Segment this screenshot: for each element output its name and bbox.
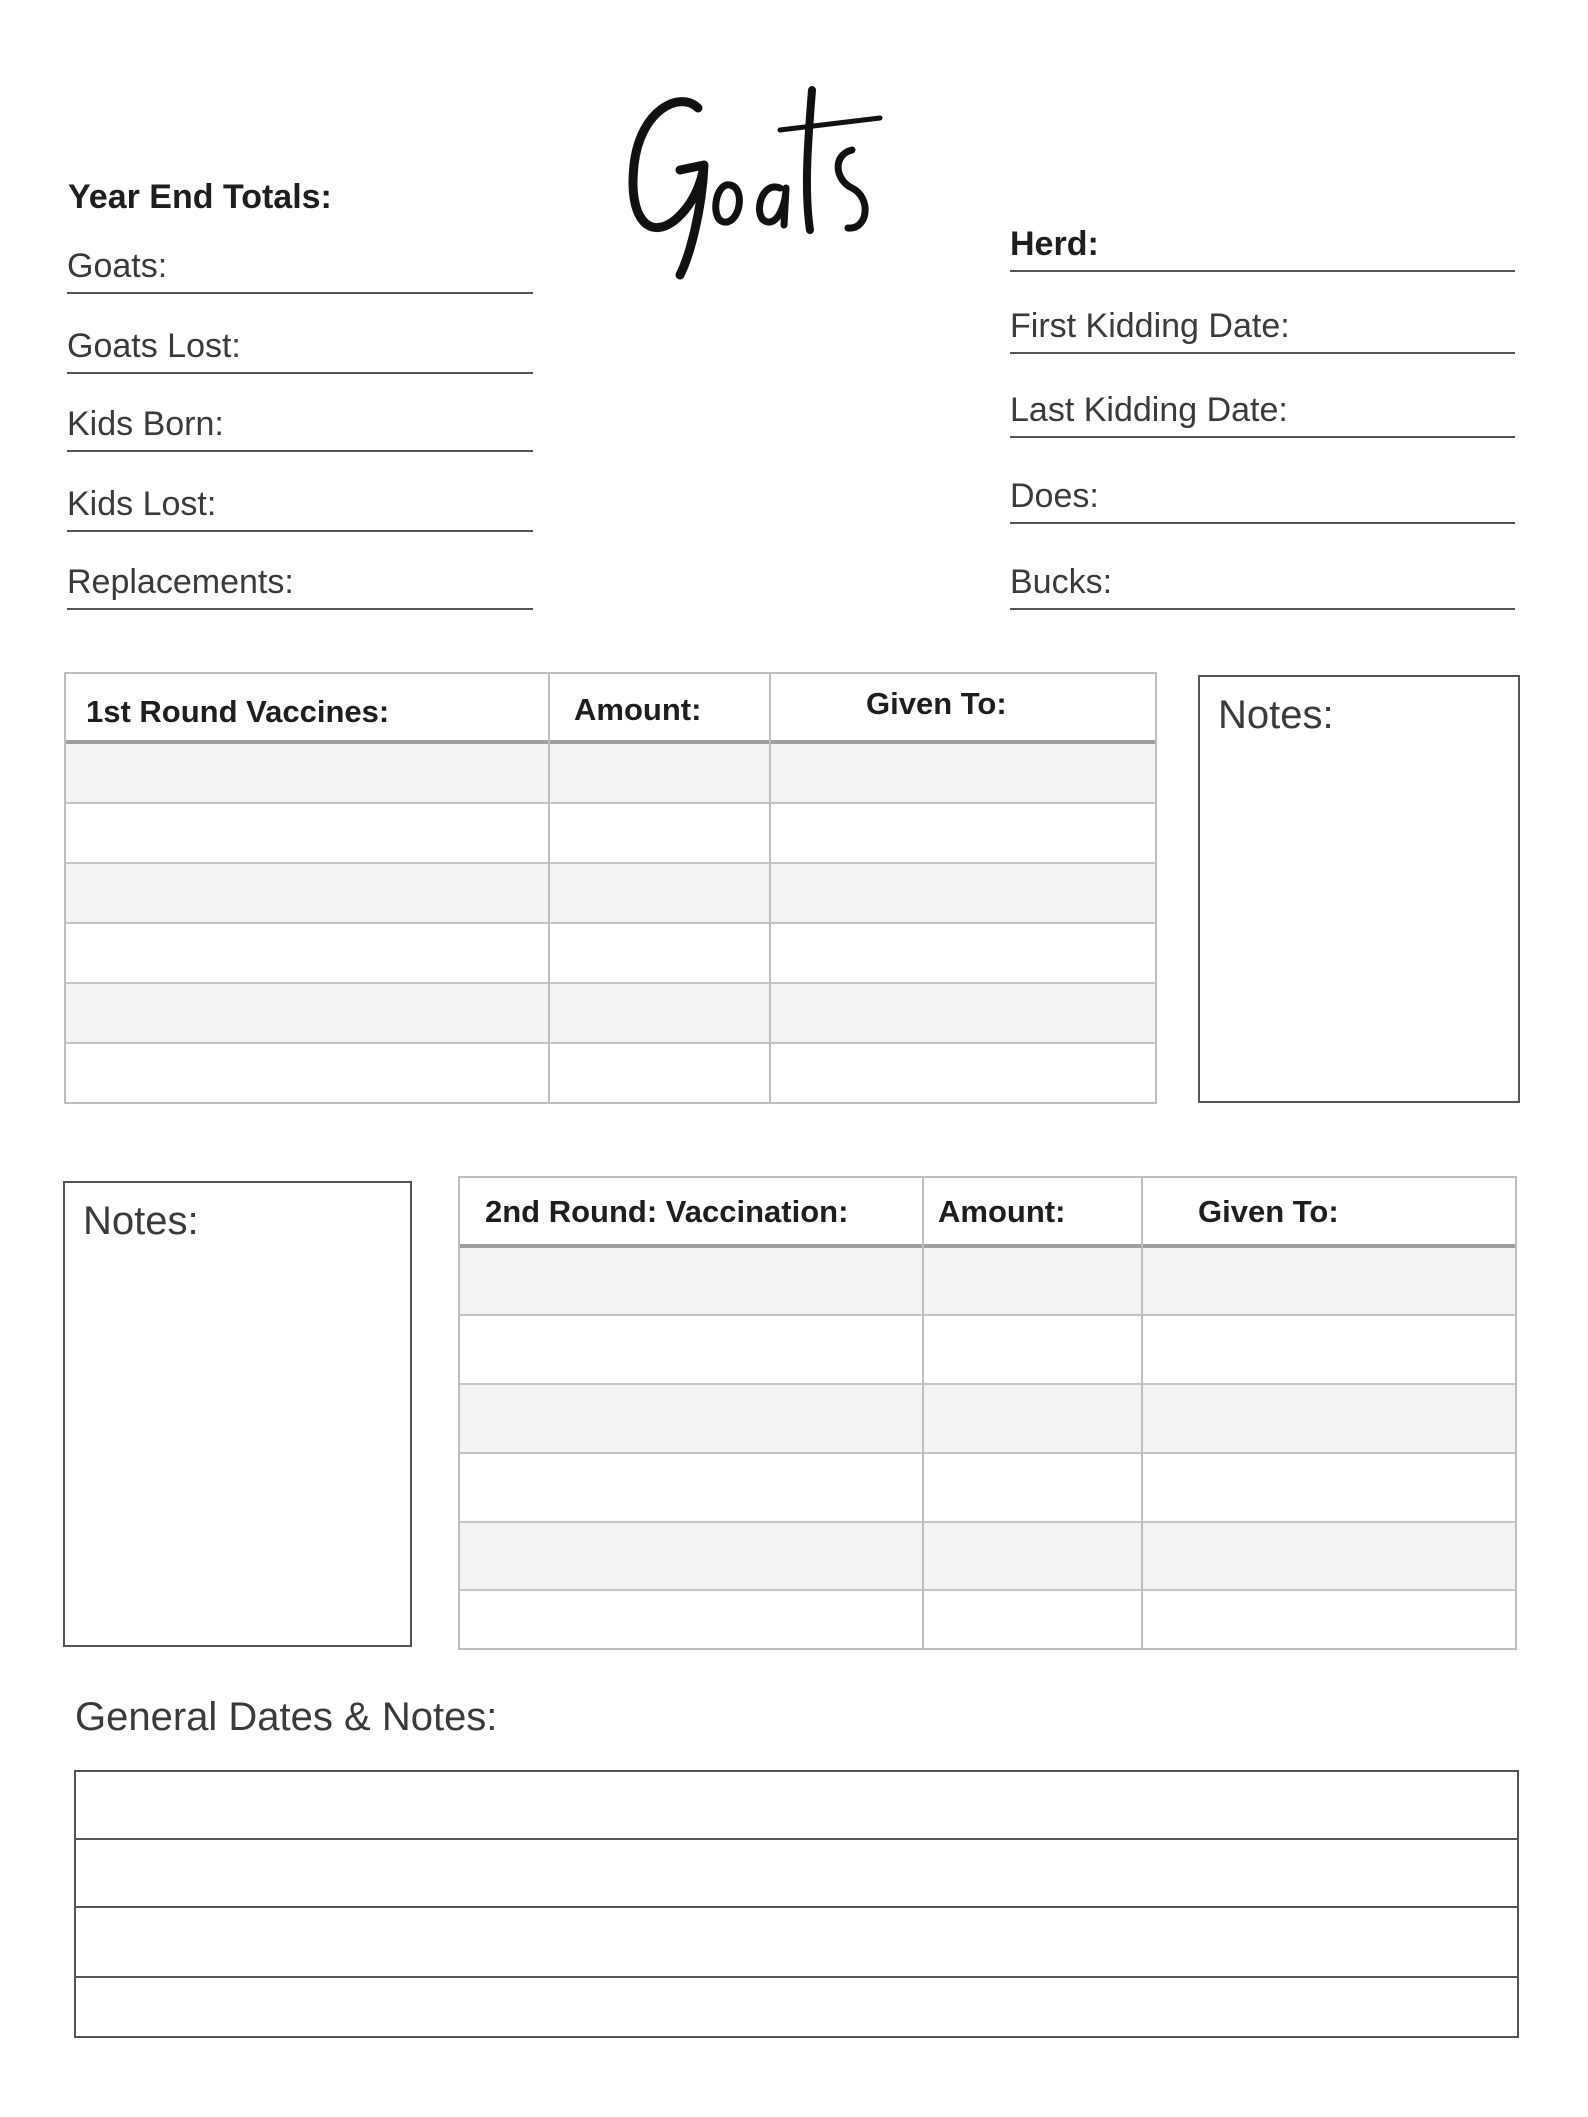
kids-born-label: Kids Born: [67,405,224,443]
second-round-vaccination-table [458,1176,1517,1650]
kids-lost-label: Kids Lost: [67,485,217,523]
column-divider [1141,1178,1143,1648]
general-notes-line [76,1906,1517,1908]
last-kidding-date-field[interactable] [1010,386,1515,438]
column-divider [922,1178,924,1648]
general-notes-box[interactable] [74,1770,1519,2038]
first-round-vaccines-table [64,672,1157,1104]
bucks-label: Bucks: [1010,563,1113,601]
kids-lost-field[interactable] [67,478,533,532]
table-row[interactable] [66,744,1155,804]
does-field[interactable] [1010,472,1515,524]
page-title [620,70,920,290]
table-header [66,674,1155,744]
notes-box-left[interactable] [63,1181,412,1647]
table-row[interactable] [66,864,1155,924]
bucks-field[interactable] [1010,556,1515,610]
column-header-vaccines: 1st Round Vaccines: [86,694,390,729]
table-row[interactable] [460,1523,1515,1591]
herd-label: Herd: [1010,225,1099,263]
general-notes-line [76,1838,1517,1840]
goats-lost-label: Goats Lost: [67,327,241,365]
column-divider [769,674,771,1102]
column-header-vaccination: 2nd Round: Vaccination: [485,1194,849,1229]
first-kidding-date-label: First Kidding Date: [1010,307,1290,345]
notes-label: Notes: [83,1199,199,1243]
notes-box-right[interactable] [1198,675,1520,1103]
notes-label: Notes: [1218,693,1334,737]
table-row[interactable] [460,1454,1515,1523]
goats-label: Goats: [67,247,168,285]
general-notes-line [76,1976,1517,1978]
kids-born-field[interactable] [67,398,533,452]
goats-field[interactable] [67,240,533,294]
table-row[interactable] [460,1248,1515,1316]
table-header [460,1178,1515,1248]
column-header-amount: Amount: [938,1194,1066,1229]
last-kidding-date-label: Last Kidding Date: [1010,391,1288,429]
column-header-given-to: Given To: [866,686,1007,721]
goats-lost-field[interactable] [67,320,533,374]
goats-script-title [620,70,920,290]
column-divider [548,674,550,1102]
general-notes-heading: General Dates & Notes: [75,1695,498,1739]
column-header-given-to: Given To: [1198,1194,1339,1229]
table-row[interactable] [66,984,1155,1044]
replacements-field[interactable] [67,556,533,610]
table-row[interactable] [66,804,1155,864]
table-row[interactable] [460,1591,1515,1648]
first-kidding-date-field[interactable] [1010,302,1515,354]
table-row[interactable] [66,1044,1155,1102]
column-header-amount: Amount: [574,692,702,727]
year-end-heading: Year End Totals: [68,178,332,216]
herd-field[interactable] [1010,220,1515,272]
replacements-label: Replacements: [67,563,294,601]
does-label: Does: [1010,477,1099,515]
table-row[interactable] [460,1385,1515,1454]
table-row[interactable] [460,1316,1515,1385]
table-row[interactable] [66,924,1155,984]
